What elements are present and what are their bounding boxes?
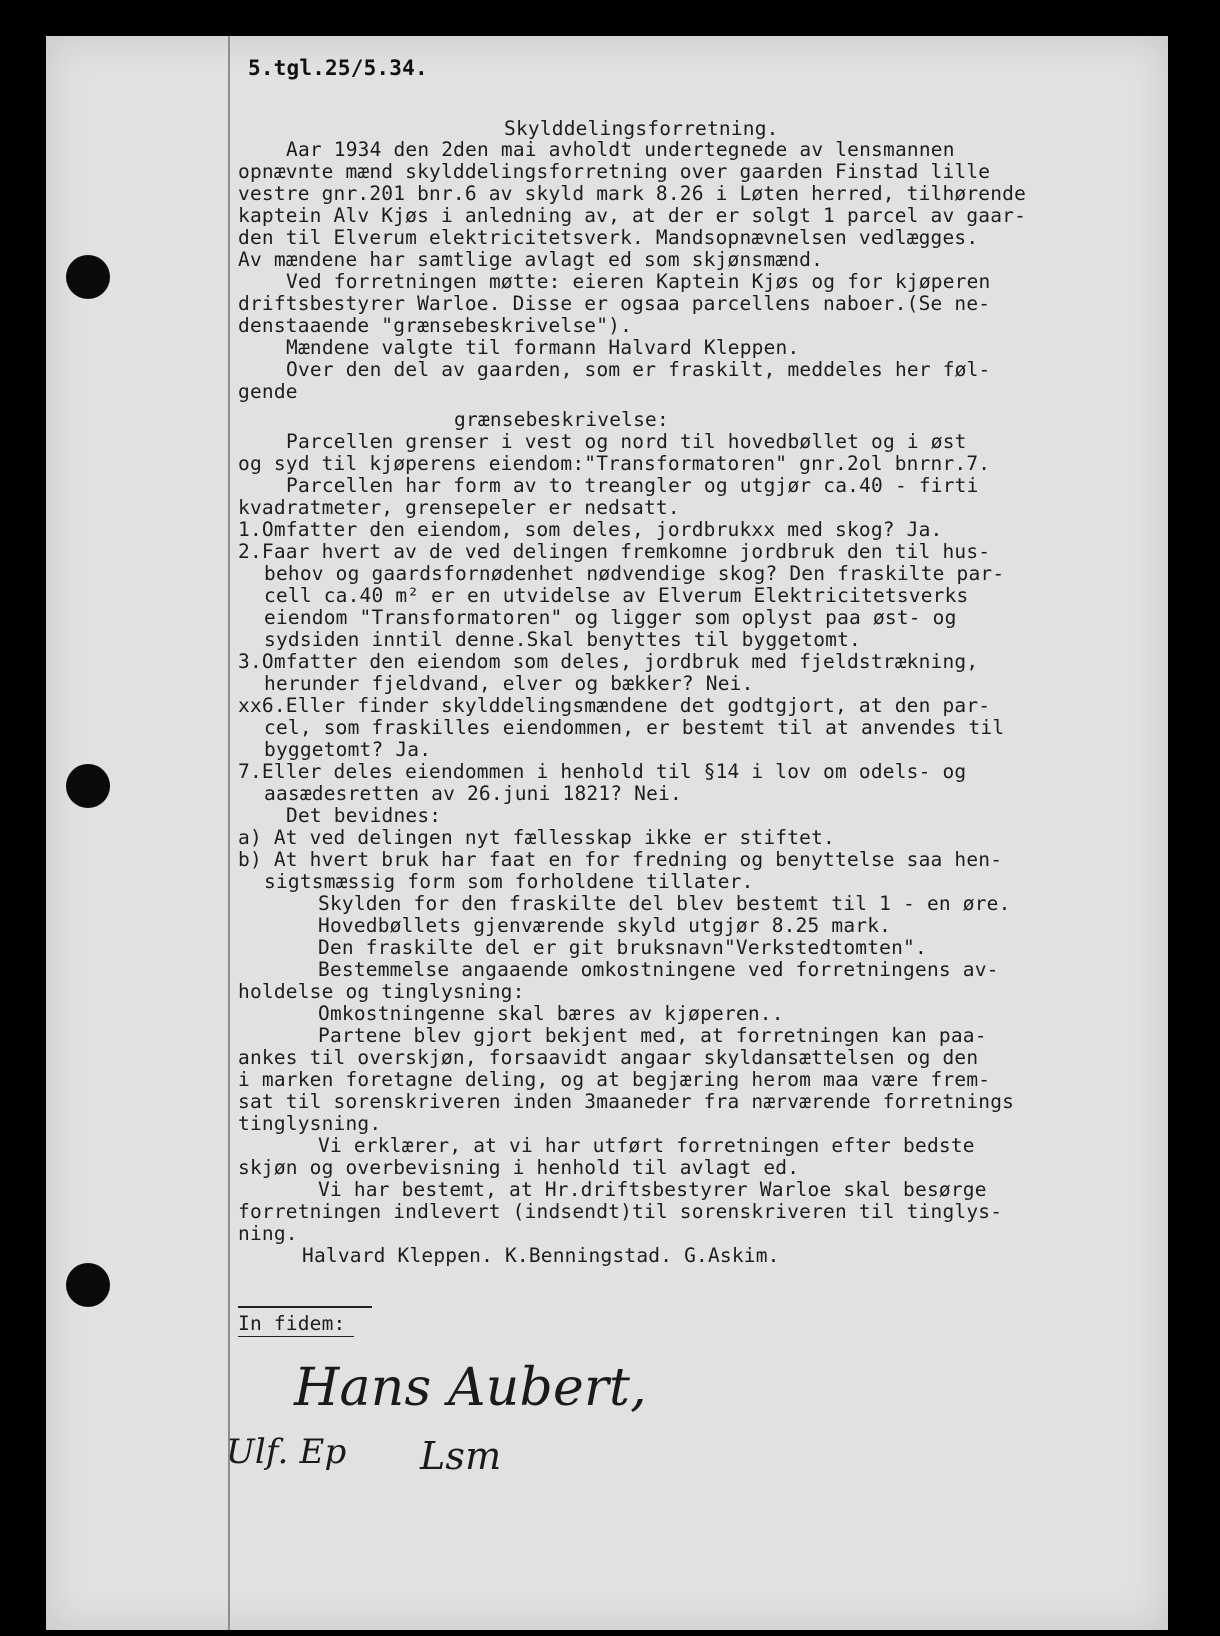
- signatories-line: Halvard Kleppen. K.Benningstad. G.Askim.: [302, 1244, 780, 1267]
- text-line: Skylden for den fraskilte del blev bestemt til 1 - en øre.: [318, 892, 1011, 915]
- signature-name: Hans Aubert,: [294, 1358, 647, 1418]
- text-line: Parcellen har form av to treangler og utgjør ca.40 - firti: [286, 474, 979, 497]
- text-line: Ved forretningen møtte: eieren Kaptein Kjøs og for kjøperen: [286, 270, 991, 293]
- text-line: cel, som fraskilles eiendommen, er bestemt til at anvendes til: [264, 716, 1005, 739]
- text-line: sydsiden inntil denne.Skal benyttes til byggetomt.: [264, 628, 861, 651]
- text-line: forretningen indlevert (indsendt)til sorenskriveren til tinglys-: [238, 1200, 1003, 1223]
- text-line: Det bevidnes:: [286, 804, 442, 827]
- text-line: og syd til kjøperens eiendom:"Transformatoren" gnr.2ol bnrnr.7.: [238, 452, 991, 475]
- text-line: Vi erklærer, at vi har utført forretningen efter bedste: [318, 1134, 975, 1157]
- text-line: 1.Omfatter den eiendom, som deles, jordbrukxx med skog? Ja.: [238, 518, 943, 541]
- text-line: i marken foretagne deling, og at begjæring herom maa være frem-: [238, 1068, 991, 1091]
- text-line: eiendom "Transformatoren" og ligger som oplyst paa øst- og: [264, 606, 957, 629]
- text-line: Hovedbøllets gjenværende skyld utgjør 8.25 mark.: [318, 914, 892, 937]
- text-line: tinglysning.: [238, 1112, 382, 1135]
- text-line: Av mændene har samtlige avlagt ed som skjønsmænd.: [238, 248, 824, 271]
- rule-line: [238, 1306, 372, 1308]
- text-line: ning.: [238, 1222, 298, 1245]
- signature-title: Lsm: [420, 1434, 502, 1478]
- text-line: cell ca.40 m² er en utvidelse av Elverum Elektricitetsverks: [264, 584, 969, 607]
- text-line: driftsbestyrer Warloe. Disse er ogsaa parcellens naboer.(Se ne-: [238, 292, 991, 315]
- text-line: ankes til overskjøn, forsaavidt angaar skyldansættelsen og den: [238, 1046, 979, 1069]
- text-line: Partene blev gjort bekjent med, at forretningen kan paa-: [318, 1024, 987, 1047]
- in-fidem-label: In fidem:: [238, 1312, 346, 1335]
- text-line: Bestemmelse angaaende omkostningene ved forretningens av-: [318, 958, 999, 981]
- text-line: sigtsmæssig form som forholdene tillater.: [264, 870, 754, 893]
- text-line: behov og gaardsfornødenhet nødvendige skog? Den fraskilte par-: [264, 562, 1005, 585]
- text-line: Den fraskilte del er git bruksnavn"Verkstedtomten".: [318, 936, 927, 959]
- text-line: b) At hvert bruk har faat en for fredning og benyttelse saa hen-: [238, 848, 1003, 871]
- text-line: skjøn og overbevisning i henhold til avlagt ed.: [238, 1156, 800, 1179]
- text-line: Vi har bestemt, at Hr.driftsbestyrer Warloe skal besørge: [318, 1178, 987, 1201]
- text-line: 3.Omfatter den eiendom som deles, jordbruk med fjeldstrækning,: [238, 650, 979, 673]
- text-line: grænsebeskrivelse:: [454, 408, 669, 431]
- underline: [238, 1336, 354, 1337]
- document-text: [46, 36, 1168, 1630]
- text-line: Mændene valgte til formann Halvard Kleppen.: [286, 336, 800, 359]
- text-line: denstaaende "grænsebeskrivelse").: [238, 314, 633, 337]
- text-line: herunder fjeldvand, elver og bækker? Nei.: [264, 672, 754, 695]
- text-line: 2.Faar hvert av de ved delingen fremkomne jordbruk den til hus-: [238, 540, 991, 563]
- document-page: [46, 36, 1168, 1630]
- signature-note: Ulf. Ep: [226, 1432, 347, 1472]
- text-line: opnævnte mænd skylddelingsforretning over gaarden Finstad lille: [238, 160, 991, 183]
- text-line: gende: [238, 380, 298, 403]
- document-header: 5.tgl.25/5.34.: [248, 56, 428, 80]
- text-line: vestre gnr.201 bnr.6 av skyld mark 8.26 i Løten herred, tilhørende: [238, 182, 1027, 205]
- document-title: Skylddelingsforretning.: [504, 117, 779, 140]
- text-line: holdelse og tinglysning:: [238, 980, 525, 1003]
- text-line: 7.Eller deles eiendommen i henhold til §14 i lov om odels- og: [238, 760, 967, 783]
- text-line: den til Elverum elektricitetsverk. Mandsopnævnelsen vedlægges.: [238, 226, 979, 249]
- text-line: xx6.Eller finder skylddelingsmændene det godtgjort, at den par-: [238, 694, 991, 717]
- text-line: kaptein Alv Kjøs i anledning av, at der er solgt 1 parcel av gaar-: [238, 204, 1027, 227]
- text-line: byggetomt? Ja.: [264, 738, 432, 761]
- text-line: Parcellen grenser i vest og nord til hovedbøllet og i øst: [286, 430, 967, 453]
- text-line: kvadratmeter, grensepeler er nedsatt.: [238, 496, 680, 519]
- text-line: sat til sorenskriveren inden 3maaneder fra nærværende forretnings: [238, 1090, 1015, 1113]
- text-line: Over den del av gaarden, som er fraskilt, meddeles her føl-: [286, 358, 991, 381]
- text-line: Aar 1934 den 2den mai avholdt undertegnede av lensmannen: [286, 138, 955, 161]
- text-line: a) At ved delingen nyt fællesskap ikke er stiftet.: [238, 826, 835, 849]
- text-line: Omkostningenne skal bæres av kjøperen..: [318, 1002, 784, 1025]
- text-line: aasædesretten av 26.juni 1821? Nei.: [264, 782, 682, 805]
